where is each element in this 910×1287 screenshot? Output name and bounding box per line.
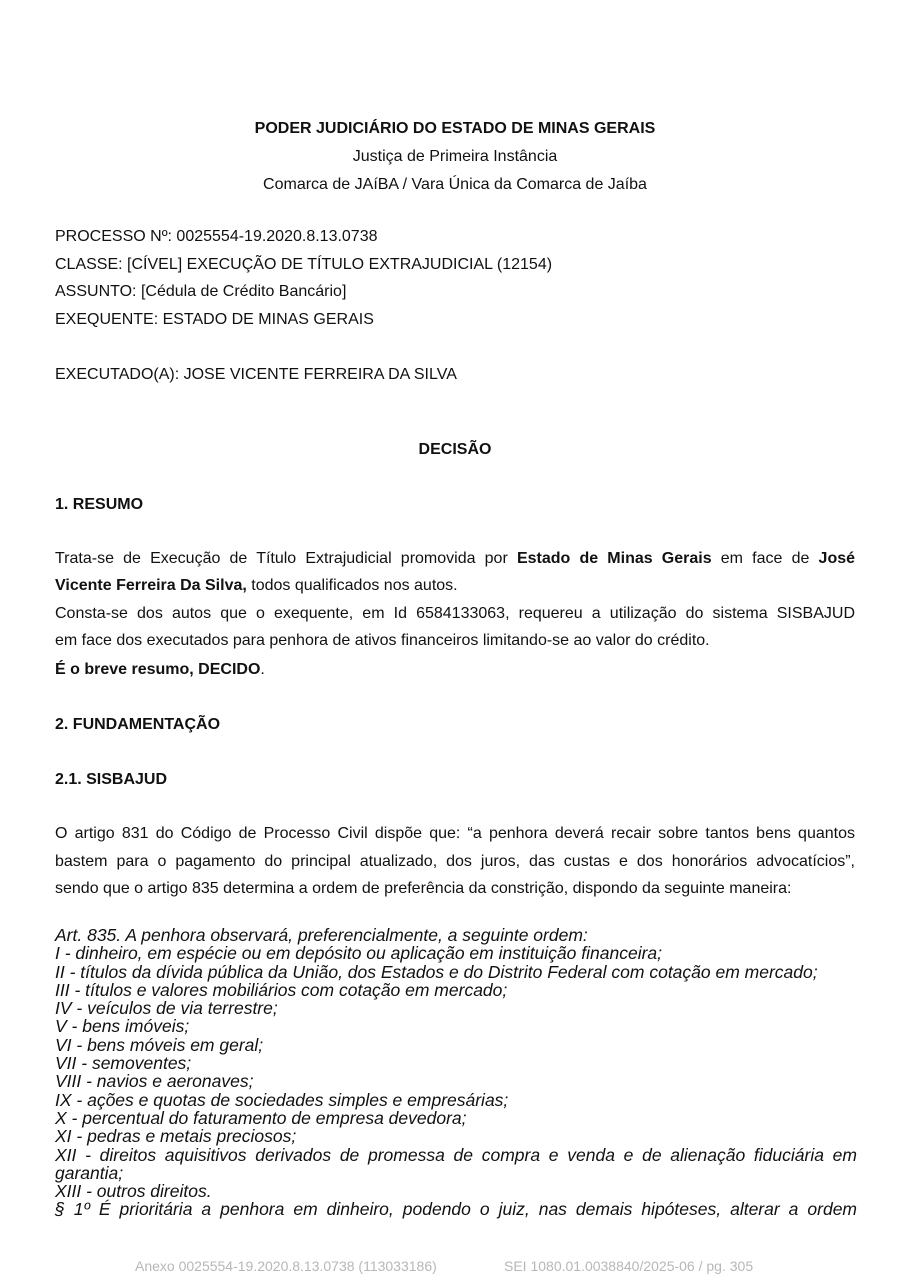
article-line: XIII - outros direitos. (55, 1181, 212, 1202)
article-line: VII - semoventes; (55, 1053, 192, 1074)
article-line: IV - veículos de via terrestre; (55, 998, 278, 1019)
article-line: VI - bens móveis em geral; (55, 1034, 264, 1055)
article-line: XI - pedras e metais preciosos; (55, 1126, 297, 1147)
resumo-paragraph-2-cont: em face dos executados para penhora de ativos financeiros limitando-se ao valor do crédito. (55, 632, 710, 649)
section-heading-resumo: 1. RESUMO (55, 496, 144, 513)
fundamentacao-paragraph-cont: bastem para o pagamento do principal atualizado, dos juros, das custas e dos honorários advocatícios”, (55, 853, 855, 870)
court-instance: Justiça de Primeira Instância (352, 148, 558, 165)
case-assunto: ASSUNTO: [Cédula de Crédito Bancário] (55, 283, 347, 300)
court-comarca: Comarca de JAíBA / Vara Única da Comarca de Jaíba (263, 176, 647, 193)
fundamentacao-paragraph-end: sendo que o artigo 835 determina a ordem de preferência da constrição, dispondo da seguinte maneira: (55, 880, 792, 897)
footer-sei-page: SEI 1080.01.0038840/2025-06 / pg. 305 (504, 1258, 754, 1274)
document-title: DECISÃO (418, 441, 492, 458)
court-name: PODER JUDICIÁRIO DO ESTADO DE MINAS GERAIS (254, 120, 656, 137)
article-line: XII - direitos aquisitivos derivados de promessa de compra e venda e de alienação fiduciária em (55, 1144, 857, 1165)
article-paragraph-1: § 1º É prioritária a penhora em dinheiro, podendo o juiz, nas demais hipóteses, alterar a ordem (55, 1199, 857, 1220)
article-line: Art. 835. A penhora observará, preferencialmente, a seguinte ordem: (55, 925, 588, 945)
article-line: garantia; (55, 1162, 124, 1183)
resumo-paragraph-1-cont: Vicente Ferreira Da Silva, todos qualificados nos autos. (55, 577, 458, 594)
article-line: III - títulos e valores mobiliários com cotação em mercado; (55, 979, 508, 1000)
fundamentacao-paragraph: O artigo 831 do Código de Processo Civil dispõe que: “a penhora deverá recair sobre tantos bens quantos (55, 825, 855, 842)
article-line: I - dinheiro, em espécie ou em depósito ou aplicação em instituição financeira; (55, 943, 663, 964)
section-heading-fundamentacao: 2. FUNDAMENTAÇÃO (55, 716, 221, 733)
article-line: IX - ações e quotas de sociedades simples e empresárias; (55, 1089, 509, 1110)
subsection-heading-sisbajud: 2.1. SISBAJUD (55, 771, 168, 788)
case-classe: CLASSE: [CÍVEL] EXECUÇÃO DE TÍTULO EXTRAJUDICIAL (12154) (55, 256, 553, 273)
article-line: X - percentual do faturamento de empresa devedora; (55, 1107, 467, 1128)
article-line: V - bens imóveis; (55, 1016, 190, 1037)
case-executado: EXECUTADO(A): JOSE VICENTE FERREIRA DA SILVA (55, 366, 457, 383)
case-exequente: EXEQUENTE: ESTADO DE MINAS GERAIS (55, 311, 374, 328)
article-835-quote (55, 926, 857, 1219)
footer-annex: Anexo 0025554-19.2020.8.13.0738 (113033186) (135, 1258, 437, 1274)
resumo-conclusion: É o breve resumo, DECIDO. (55, 661, 265, 678)
article-line: II - títulos da dívida pública da União, dos Estados e do Distrito Federal com cotação em mercado; (55, 961, 818, 982)
resumo-paragraph-1: Trata-se de Execução de Título Extrajudicial promovida por Estado de Minas Gerais em face de José (55, 550, 856, 567)
resumo-paragraph-2: Consta-se dos autos que o exequente, em Id 6584133063, requereu a utilização do sistema SISBAJUD (55, 605, 855, 622)
article-line: VIII - navios e aeronaves; (55, 1071, 254, 1092)
case-processo: PROCESSO Nº: 0025554-19.2020.8.13.0738 (55, 228, 378, 245)
